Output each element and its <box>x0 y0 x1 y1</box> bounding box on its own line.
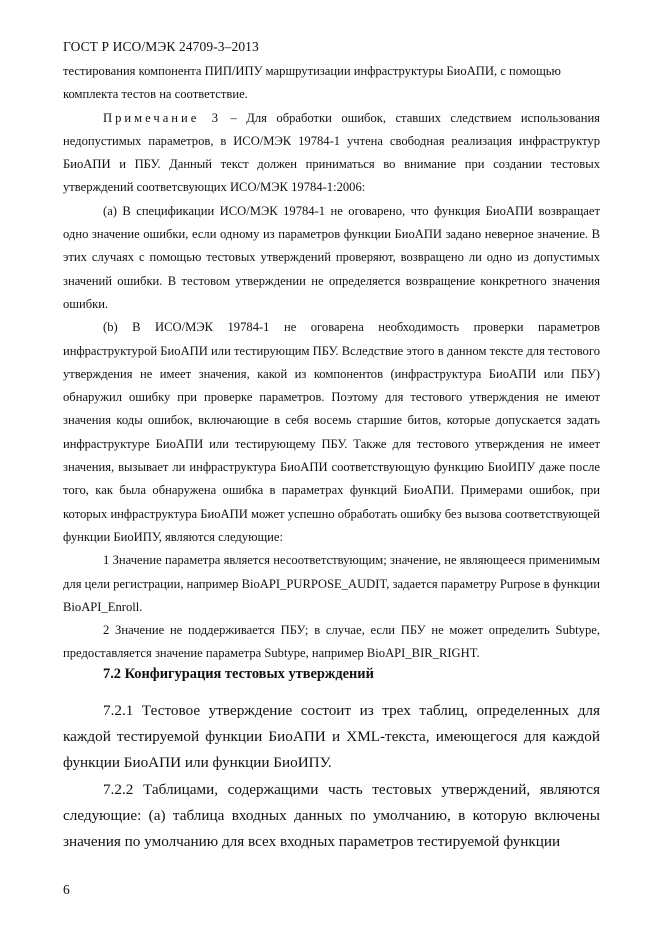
standard-header: ГОСТ Р ИСО/МЭК 24709-3–2013 <box>63 39 259 54</box>
note-item-b: (b) В ИСО/МЭК 19784-1 не оговарена необходимость проверки параметров инфраструктурой БиоАПИ или тестирующим ПБУ. Вследствие этого в данном тексте для тестового утверждения не имеет значения, какой из компонентов (инфраструктура БиоАПИ или ПБУ) обнаружил ошибку при проверке параметров. Поэтому для тестового утверждения не имеют значения коды ошибок, включающие в себя восемь старшие битов, которые допускается задать инфраструктуре БиоАПИ или тестирующему ПБУ. Также для тестового утверждения не имеет значения, вызывает ли инфраструктура БиоАПИ соответствующую функцию БиоИПУ даже после того, как была обнаружена ошибка в параметрах функций БиоАПИ. Примерами ошибок, при которых инфраструктура БиоАПИ может успешно обработать ошибку без вызова соответствующей функции БиоИПУ, являются следующие: <box>63 320 600 544</box>
page-number: 6 <box>63 882 70 897</box>
paragraph-7-2-1: 7.2.1 Тестовое утверждение состоит из трех таблиц, определенных для каждой тестируемой функции БиоАПИ и XML-текста, имеющегося для каждой функции БиоАПИ или функции БиоИПУ. <box>63 702 600 772</box>
section-heading: 7.2 Конфигурация тестовых утверждений <box>103 666 374 682</box>
note-3-label: Примечание 3 <box>103 110 222 125</box>
section-body <box>63 698 600 855</box>
note-3-text: – Для обработки ошибок, ставших следствием использования недопустимых параметров, в ИСО/МЭК 19784-1 учтена свободная реализация инфраструктур БиоАПИ и ПБУ. Данный текст должен приниматься во внимание при создании тестовых утверждений соответсвующих ИСО/МЭК 19784-1:2006: <box>63 110 600 195</box>
intro-text <box>63 60 600 666</box>
example-2: 2 Значение не поддерживается ПБУ; в случае, если ПБУ не может определить Subtype, предоставляется значение параметра Subtype, например BioAPI_BIR_RIGHT. <box>63 623 600 661</box>
note-item-a: (a) В спецификации ИСО/МЭК 19784-1 не оговарено, что функция БиоАПИ возвращает одно значение ошибки, если одному из параметров функции БиоАПИ задано неверное значение. В этих случаях с помощью тестовых утверждений проверяют, возвращено ли одно из допустимых значений ошибки. В тестовом утверждении не определяется возвращение конкретного значения ошибки. <box>63 203 600 311</box>
note-3 <box>63 107 600 200</box>
paragraph-7-2-2: 7.2.2 Таблицами, содержащими часть тестовых утверждений, являются следующие: (a) таблица входных данных по умолчанию, в которую включены значения по умолчанию для всех входных параметров тестируемой функции <box>63 780 600 851</box>
intro-line-2: комплекта тестов на соответствие. <box>63 87 248 102</box>
intro-line-1: тестирования компонента ПИП/ИПУ маршрутизации инфраструктуры БиоАПИ, с помощью <box>63 64 561 78</box>
example-1: 1 Значение параметра является несоответствующим; значение, не являющееся применимым для цели регистрации, например BioAPI_PURPOSE_AUDIT, задается параметру Purpose в функции BioAPI_Enroll. <box>63 553 600 614</box>
